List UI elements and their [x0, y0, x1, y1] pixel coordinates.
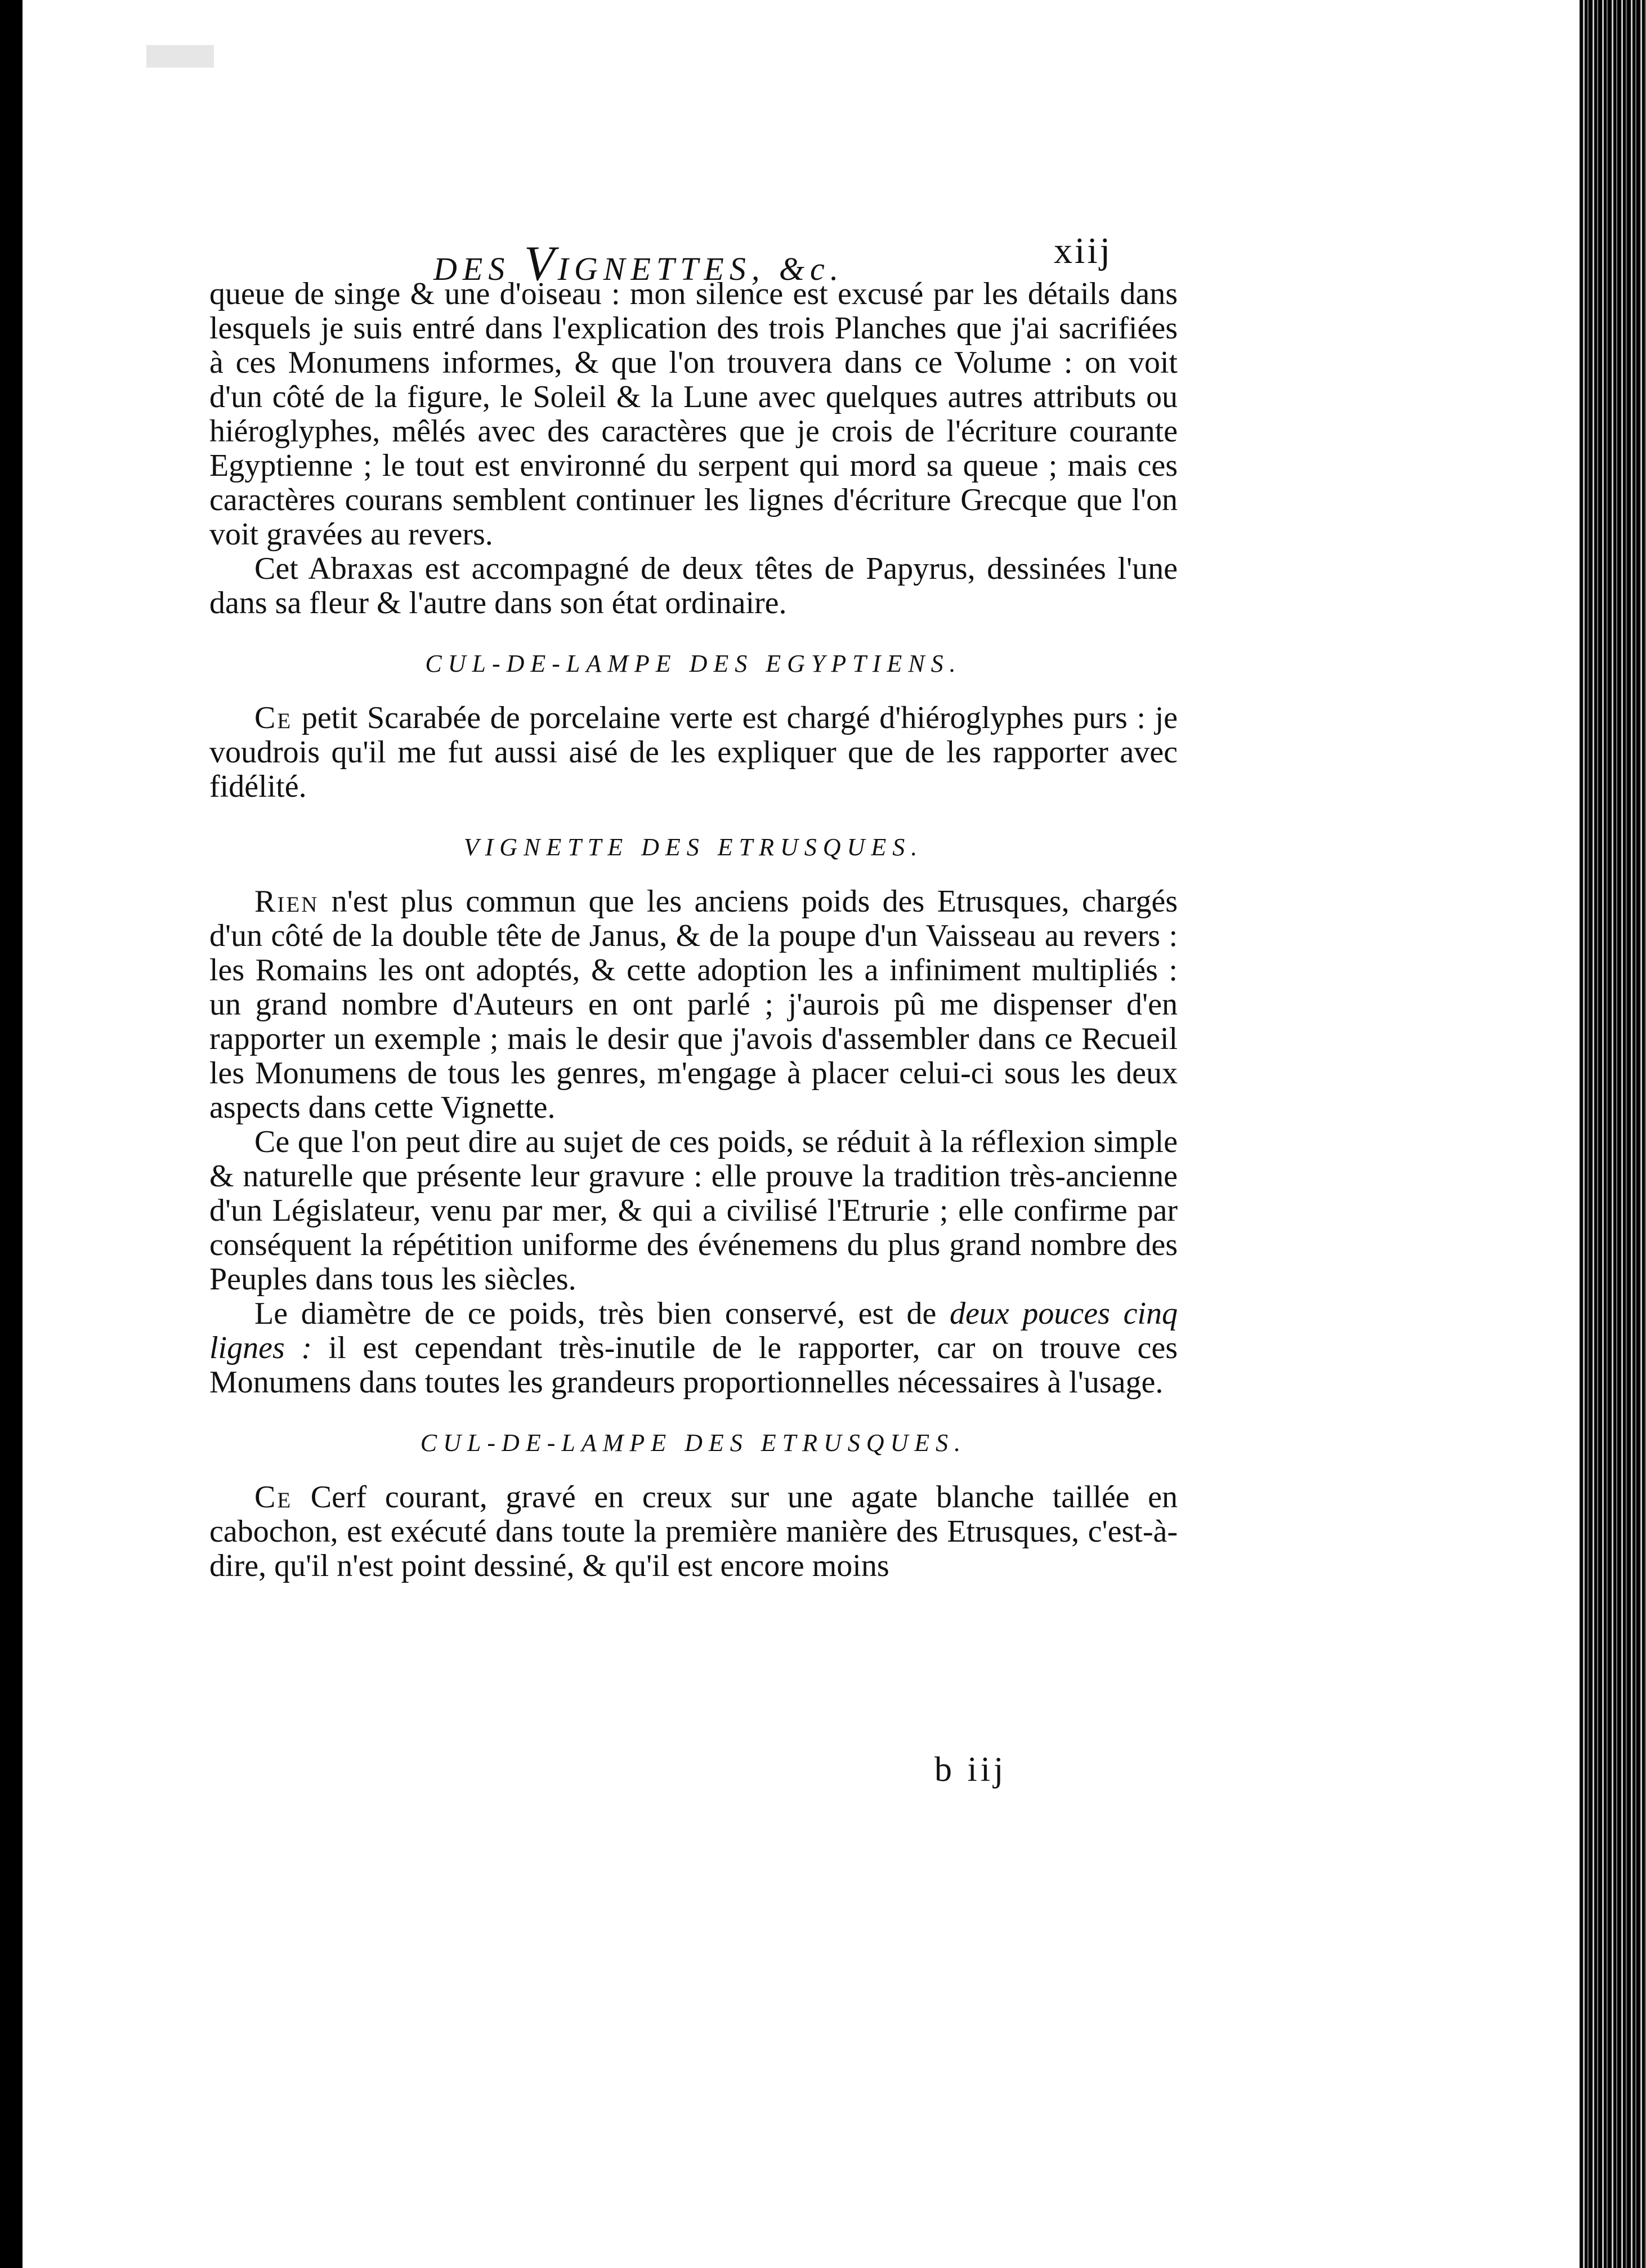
page-edge-scan-artifact — [1580, 0, 1646, 2268]
paragraph-lead-word: Ce — [254, 1480, 293, 1515]
paragraph-poids — [209, 885, 1178, 1125]
italic-measure: deux pouces cinq lignes : — [209, 1296, 1178, 1365]
paragraph-diametre — [209, 1297, 1178, 1400]
paragraph-cerf — [209, 1480, 1178, 1583]
paragraph-body: il est cependant très-inutile de le rapporter, car on trouve ces Monumens dans toutes les grandeurs proportionnelles nécessaires à l'usage. — [209, 1331, 1178, 1400]
running-head-prefix: DES — [433, 251, 524, 287]
paragraph-body: n'est plus commun que les anciens poids des Etrusques, chargés d'un côté de la double tête de Janus, & de la poupe d'un Vaisseau au revers : les Romains les ont adoptés, & cette adoption les a infiniment multipliés : un grand nombre d'Auteurs en ont parlé ; j'aurois pû me dispenser d'en rapporter un exemple ; mais le desir que j'avois d'assembler dans ce Recueil les Monumens de tous les genres, m'engage à placer celui-ci sous les deux aspects dans cette Vignette. — [209, 884, 1178, 1125]
paragraph-scarabee — [209, 701, 1178, 804]
paragraph-sujet-des-poids: Ce que l'on peut dire au sujet de ces poids, se réduit à la réflexion simple & naturelle que présente leur gravure : elle prouve la tradition très-ancienne d'un Législateur, venu par mer, & qui a civilisé l'Etrurie ; elle confirme par conséquent la répétition uniforme des événemens du plus grand nombre des Peuples dans tous les siècles. — [209, 1124, 1178, 1297]
paragraph-abraxas: Cet Abraxas est accompagné de deux têtes de Papyrus, dessinées l'une dans sa fleur & l'autre dans son état ordinaire. — [209, 551, 1178, 620]
paragraph-lead-word: Ce — [254, 700, 293, 735]
main-text — [209, 277, 1178, 1583]
paragraph-continued: queue de singe & une d'oiseau : mon silence est excusé par les détails dans lesquels je suis entré dans l'explication des trois Planches que j'ai sacrifiées à ces Monumens informes, & que l'on trouvera dans ce Volume : on voit d'un côté de la figure, le Soleil & la Lune avec quelques autres attributs ou hiéroglyphes, mêlés avec des caractères que je crois de l'écriture courante Egyptienne ; le tout est environné du serpent qui mord sa queue ; mais ces caractères courans semblent continuer les lignes d'écriture Grecque que l'on voit gravées au revers. — [209, 276, 1178, 552]
library-stamp-smudge — [146, 45, 214, 68]
running-head-initial: V — [524, 236, 558, 291]
paragraph-body: Le diamètre de ce poids, très bien conservé, est de — [254, 1296, 950, 1331]
paragraph-body: petit Scarabée de porcelaine verte est chargé d'hiéroglyphes purs : je voudrois qu'il me fut aussi aisé de les expliquer que de les rapporter avec fidélité. — [209, 700, 1178, 804]
section-heading-cul-de-lampe-egyptiens: CUL-DE-LAMPE DES EGYPTIENS. — [425, 650, 962, 677]
paragraph-lead-word: Rien — [254, 884, 319, 919]
section-heading-vignette-etrusques: VIGNETTE DES ETRUSQUES. — [463, 833, 924, 861]
signature-mark: b iij — [934, 1751, 1007, 1789]
running-head — [433, 235, 1289, 291]
page-number: xiij — [1054, 230, 1113, 271]
running-head-rest: IGNETTES, &c. — [557, 251, 844, 287]
paragraph-body: Cerf courant, gravé en creux sur une agate blanche taillée en cabochon, est exécuté dans toute la première manière des Etrusques, c'est-à-dire, qu'il n'est point dessiné, & qu'il est encore moins — [209, 1480, 1178, 1583]
section-heading-cul-de-lampe-etrusques: CUL-DE-LAMPE DES ETRUSQUES. — [420, 1429, 967, 1457]
